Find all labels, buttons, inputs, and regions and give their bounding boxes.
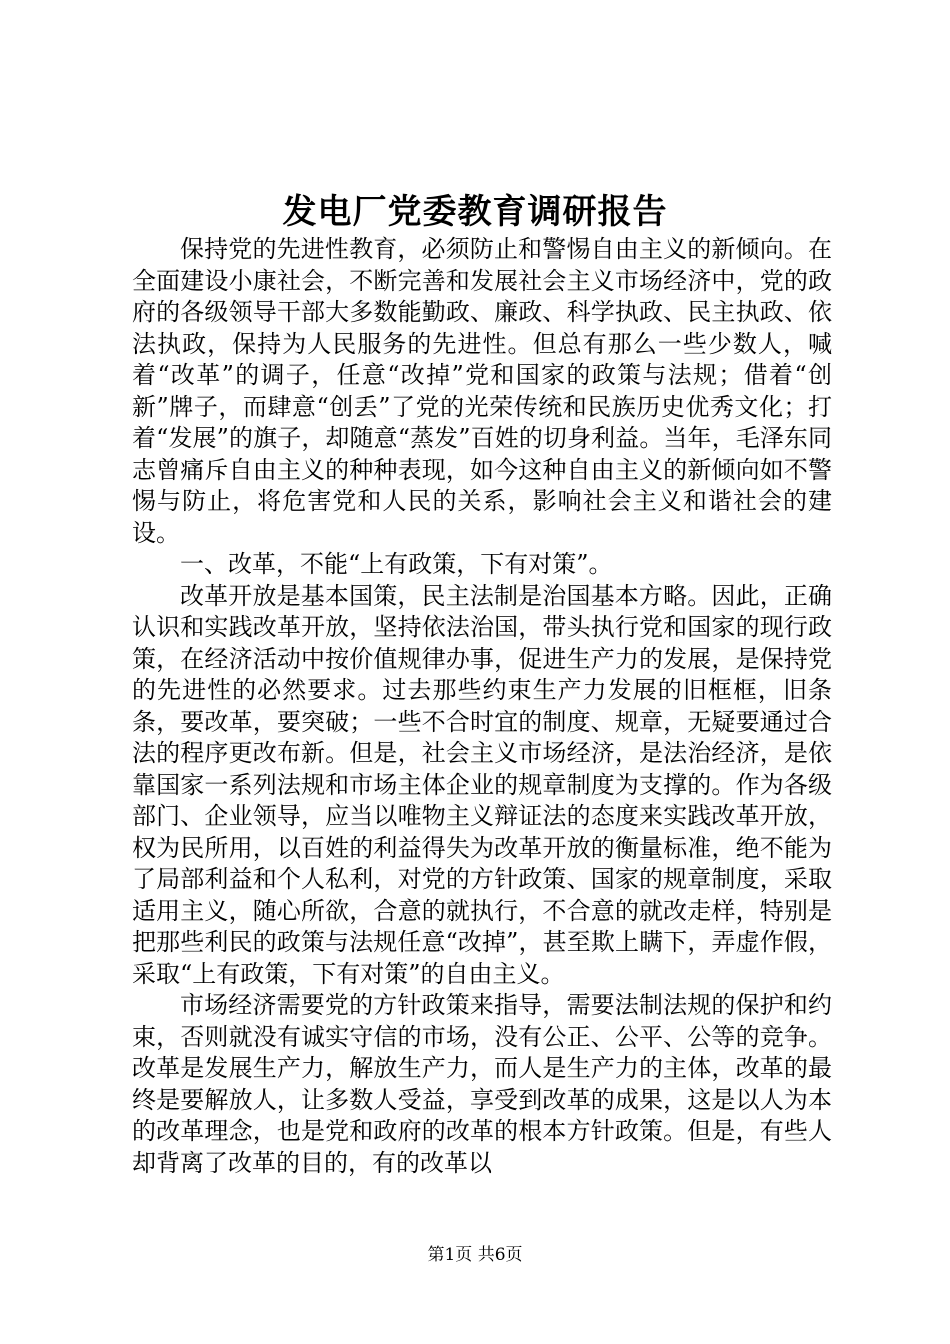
section-heading-1: 一、改革，不能“上有政策，下有对策”。 [180,550,613,578]
document-body [132,234,832,1179]
paragraph-reform: 改革开放是基本国策，民主法制是治国基本方略。因此，正确认识和实践改革开放，坚持依法治国，带头执行党和国家的现行政策，在经济活动中按价值规律办事，促进生产力的发展，是保持党的先进性的必然要求。过去那些约束生产力发展的旧框框，旧条条，要改革，要突破；一些不合时宜的制度、规章，无疑要通过合法的程序更改布新。但是，社会主义市场经济，是法治经济，是依靠国家一系列法规和市场主体企业的规章制度为支撑的。作为各级部门、企业领导，应当以唯物主义辩证法的态度来实践改革开放，权为民所用，以百姓的利益得失为改革开放的衡量标准，绝不能为了局部利益和个人私利，对党的方针政策、国家的规章制度，采取适用主义，随心所欲，合意的就执行，不合意的就改走样，特别是把那些利民的政策与法规任意“改掉”，甚至欺上瞒下，弄虚作假，采取“上有政策，下有对策”的自由主义。 [132,581,832,988]
page-number-footer: 第1页 共6页 [427,1245,523,1265]
paragraph-intro: 保持党的先进性教育，必须防止和警惕自由主义的新倾向。在全面建设小康社会，不断完善和发展社会主义市场经济中，党的政府的各级领导干部大多数能勤政、廉政、科学执政、民主执政、依法执政，保持为人民服务的先进性。但总有那么一些少数人，喊着“改革”的调子，任意“改掉”党和国家的政策与法规；借着“创新”牌子，而肆意“创丢”了党的光荣传统和民族历史优秀文化；打着“发展”的旗子，却随意“蒸发”百姓的切身利益。当年，毛泽东同志曾痛斥自由主义的种种表现，如今这种自由主义的新倾向如不警惕与防止，将危害党和人民的关系，影响社会主义和谐社会的建设。 [132,235,832,547]
paragraph-market-economy: 市场经济需要党的方针政策来指导，需要法制法规的保护和约束，否则就没有诚实守信的市场，没有公正、公平、公等的竞争。改革是发展生产力，解放生产力，而人是生产力的主体，改革的最终是要解放人，让多数人受益，享受到改革的成果，这是以人为本的改革理念，也是党和政府的改革的根本方针政策。但是，有些人却背离了改革的目的，有的改革以 [132,991,832,1177]
document-title: 发电厂党委教育调研报告 [282,192,668,232]
